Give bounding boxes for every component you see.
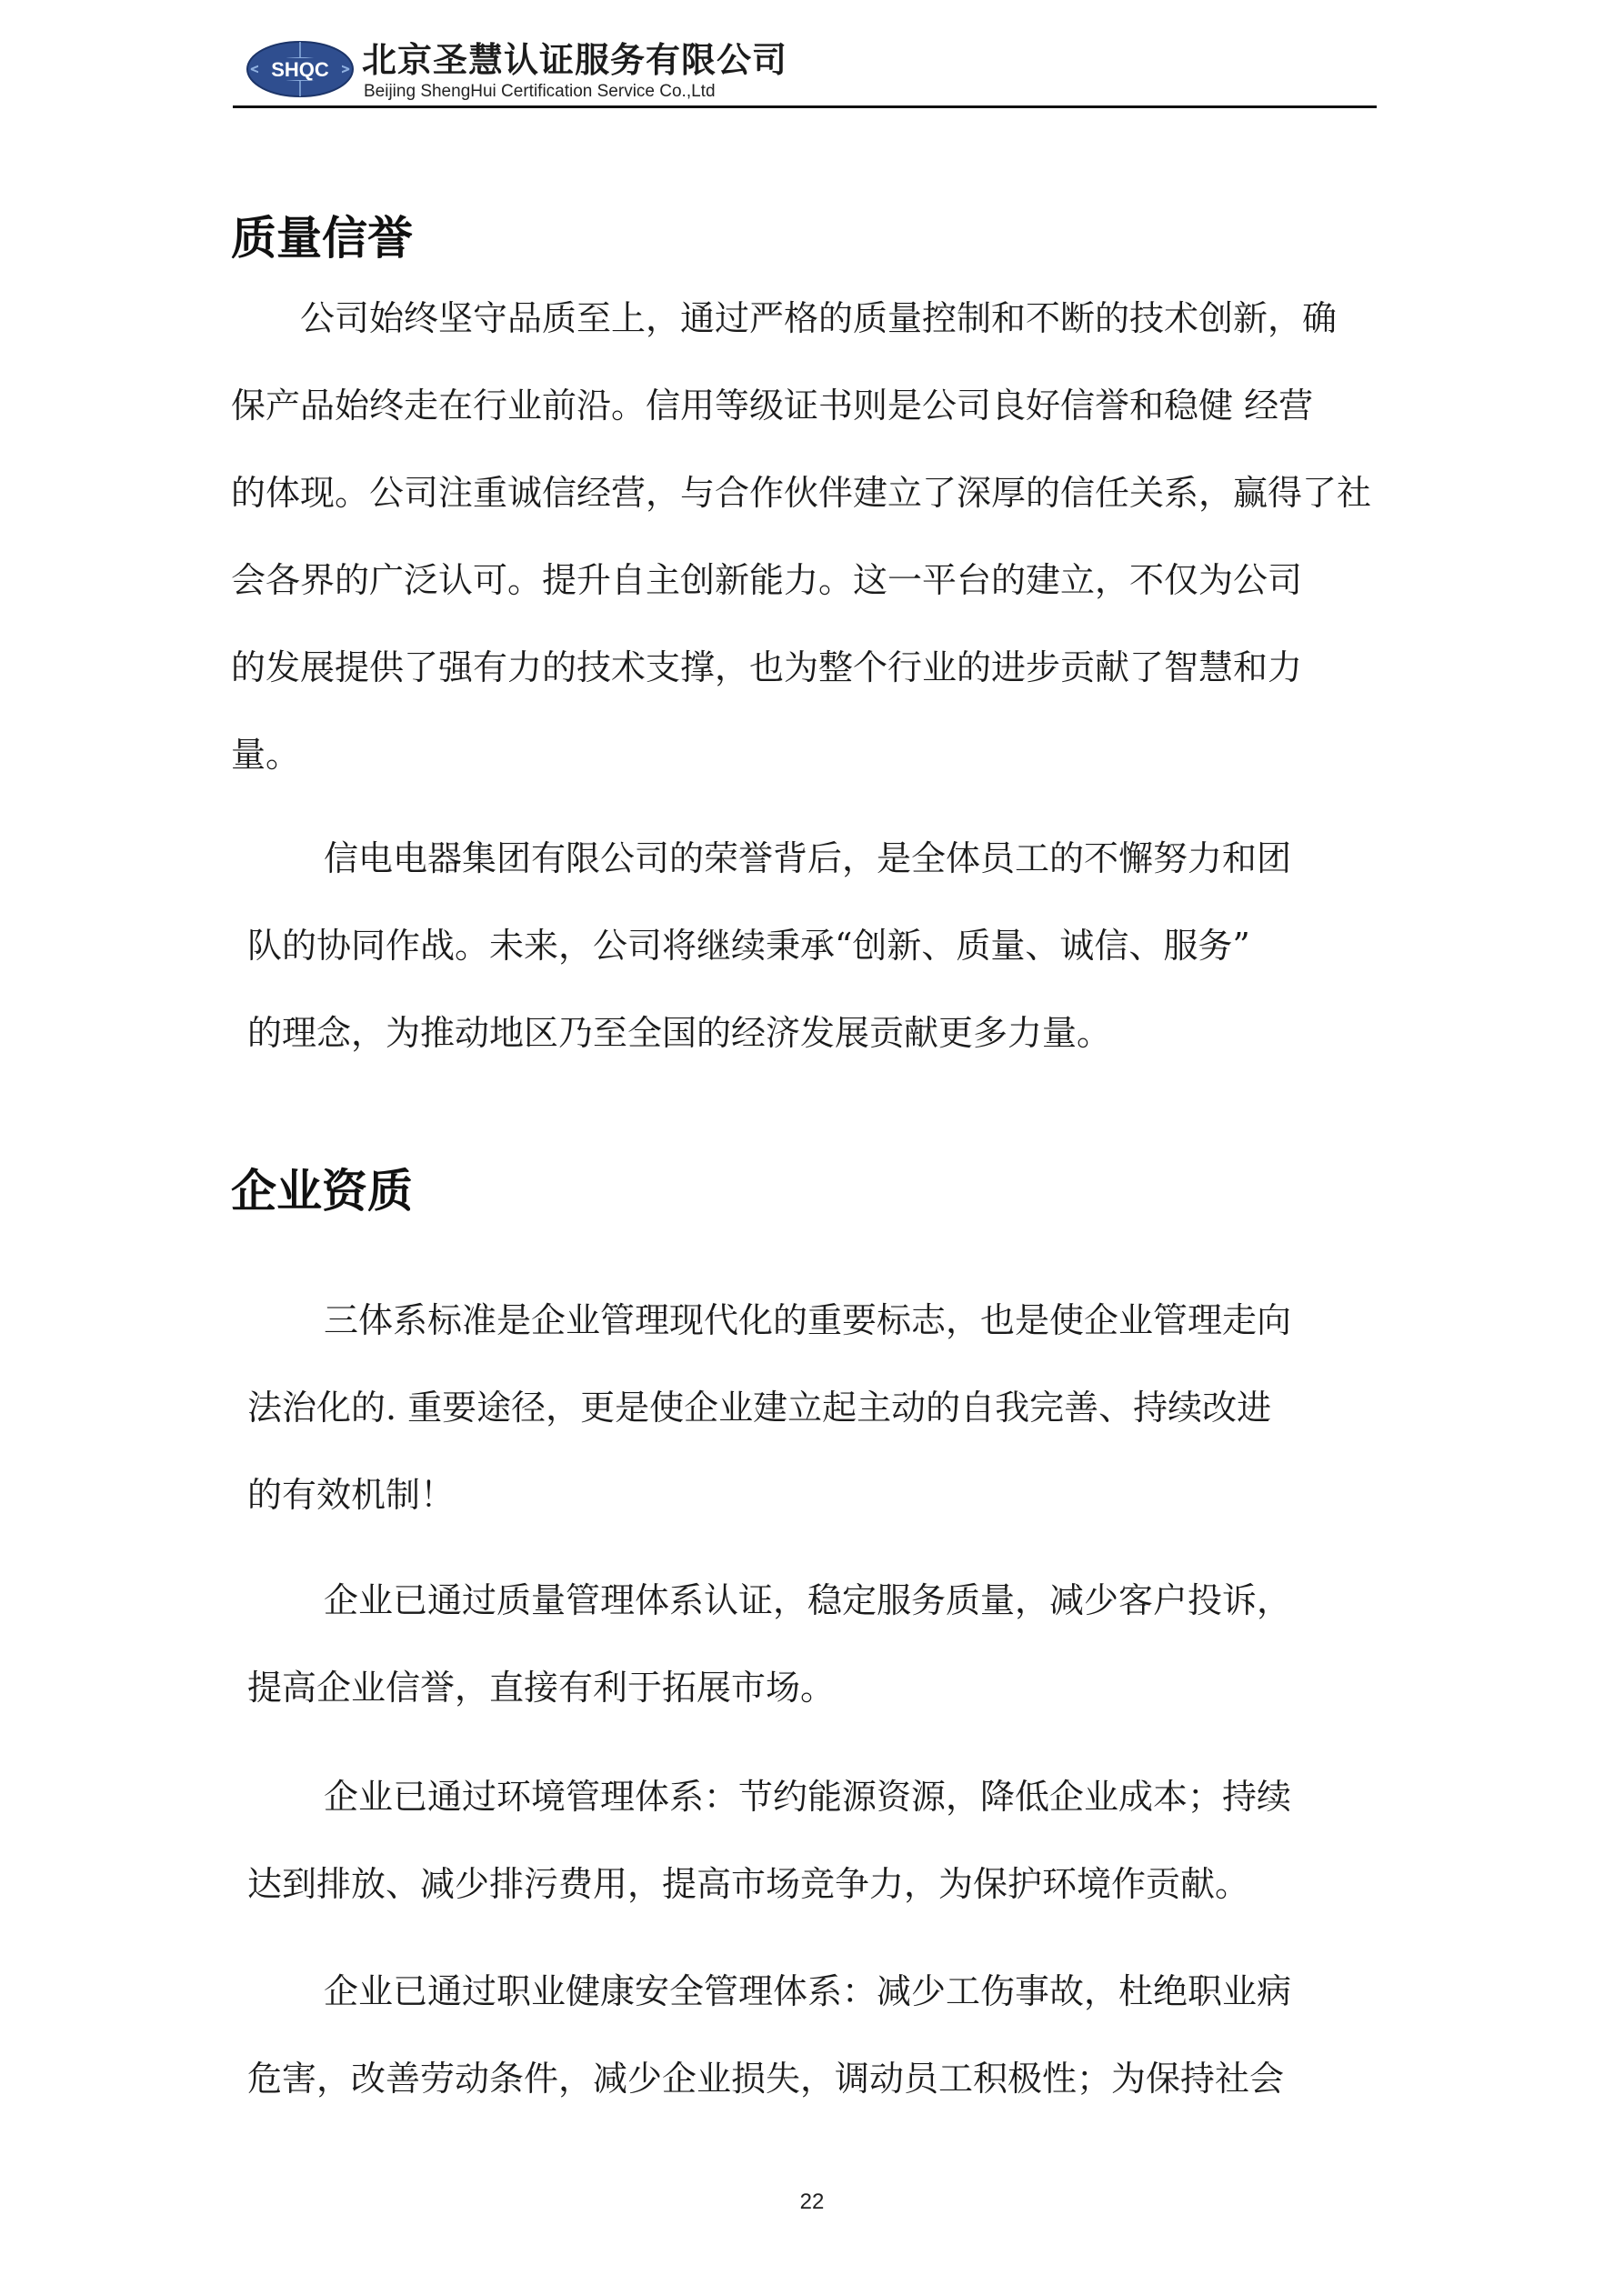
paragraph-line: 的有效机制！ <box>247 1475 456 1515</box>
company-logo <box>246 40 355 98</box>
page-number: 22 <box>799 2190 825 2214</box>
paragraph-line: 量。 <box>231 735 301 775</box>
section-title-enterprise-qualification: 企业资质 <box>231 1164 413 1218</box>
company-name-en: Beijing ShengHui Certification Service Co.,Ltd <box>364 82 716 101</box>
paragraph-line: 队的协同作战。未来，公司将继续秉承“创新、质量、诚信、服务” <box>247 926 1250 966</box>
paragraph-line: 保产品始终走在行业前沿。信用等级证书则是公司良好信誉和稳健 经营 <box>231 386 1314 426</box>
svg-text:SHQC: SHQC <box>271 58 329 81</box>
paragraph-line: 的理念，为推动地区乃至全国的经济发展贡献更多力量。 <box>247 1013 1112 1053</box>
paragraph-line: 的体现。公司注重诚信经营，与合作伙伴建立了深厚的信任关系，赢得了社 <box>231 473 1372 513</box>
company-name-cn: 北京圣慧认证服务有限公司 <box>362 40 788 80</box>
paragraph-line: 提高企业信誉，直接有利于拓展市场。 <box>247 1668 836 1708</box>
paragraph-line: 危害，改善劳动条件，减少企业损失，调动员工积极性；为保持社会 <box>247 2059 1285 2099</box>
header-divider <box>233 105 1377 108</box>
paragraph-line: 企业已通过环境管理体系：节约能源资源，降低企业成本；持续 <box>324 1777 1292 1817</box>
paragraph-line: 企业已通过职业健康安全管理体系：减少工伤事故，杜绝职业病 <box>324 1971 1292 2011</box>
paragraph-line: 公司始终坚守品质至上，通过严格的质量控制和不断的技术创新，确 <box>300 298 1338 338</box>
section-title-quality-reputation: 质量信誉 <box>231 211 413 265</box>
paragraph-line: 三体系标准是企业管理现代化的重要标志，也是使企业管理走向 <box>324 1300 1292 1340</box>
paragraph-line: 法治化的. 重要途径，更是使企业建立起主动的自我完善、持续改进 <box>247 1388 1272 1428</box>
paragraph-line: 达到排放、减少排污费用，提高市场竞争力，为保护环境作贡献。 <box>247 1864 1250 1904</box>
paragraph-line: 企业已通过质量管理体系认证，稳定服务质量，减少客户投诉， <box>324 1580 1292 1620</box>
paragraph-line: 的发展提供了强有力的技术支撑，也为整个行业的进步贡献了智慧和力 <box>231 647 1303 687</box>
page-header <box>233 36 1377 109</box>
paragraph-line: 信电电器集团有限公司的荣誉背后，是全体员工的不懈努力和团 <box>324 838 1292 878</box>
paragraph-line: 会各界的广泛认可。提升自主创新能力。这一平台的建立，不仅为公司 <box>231 560 1303 600</box>
